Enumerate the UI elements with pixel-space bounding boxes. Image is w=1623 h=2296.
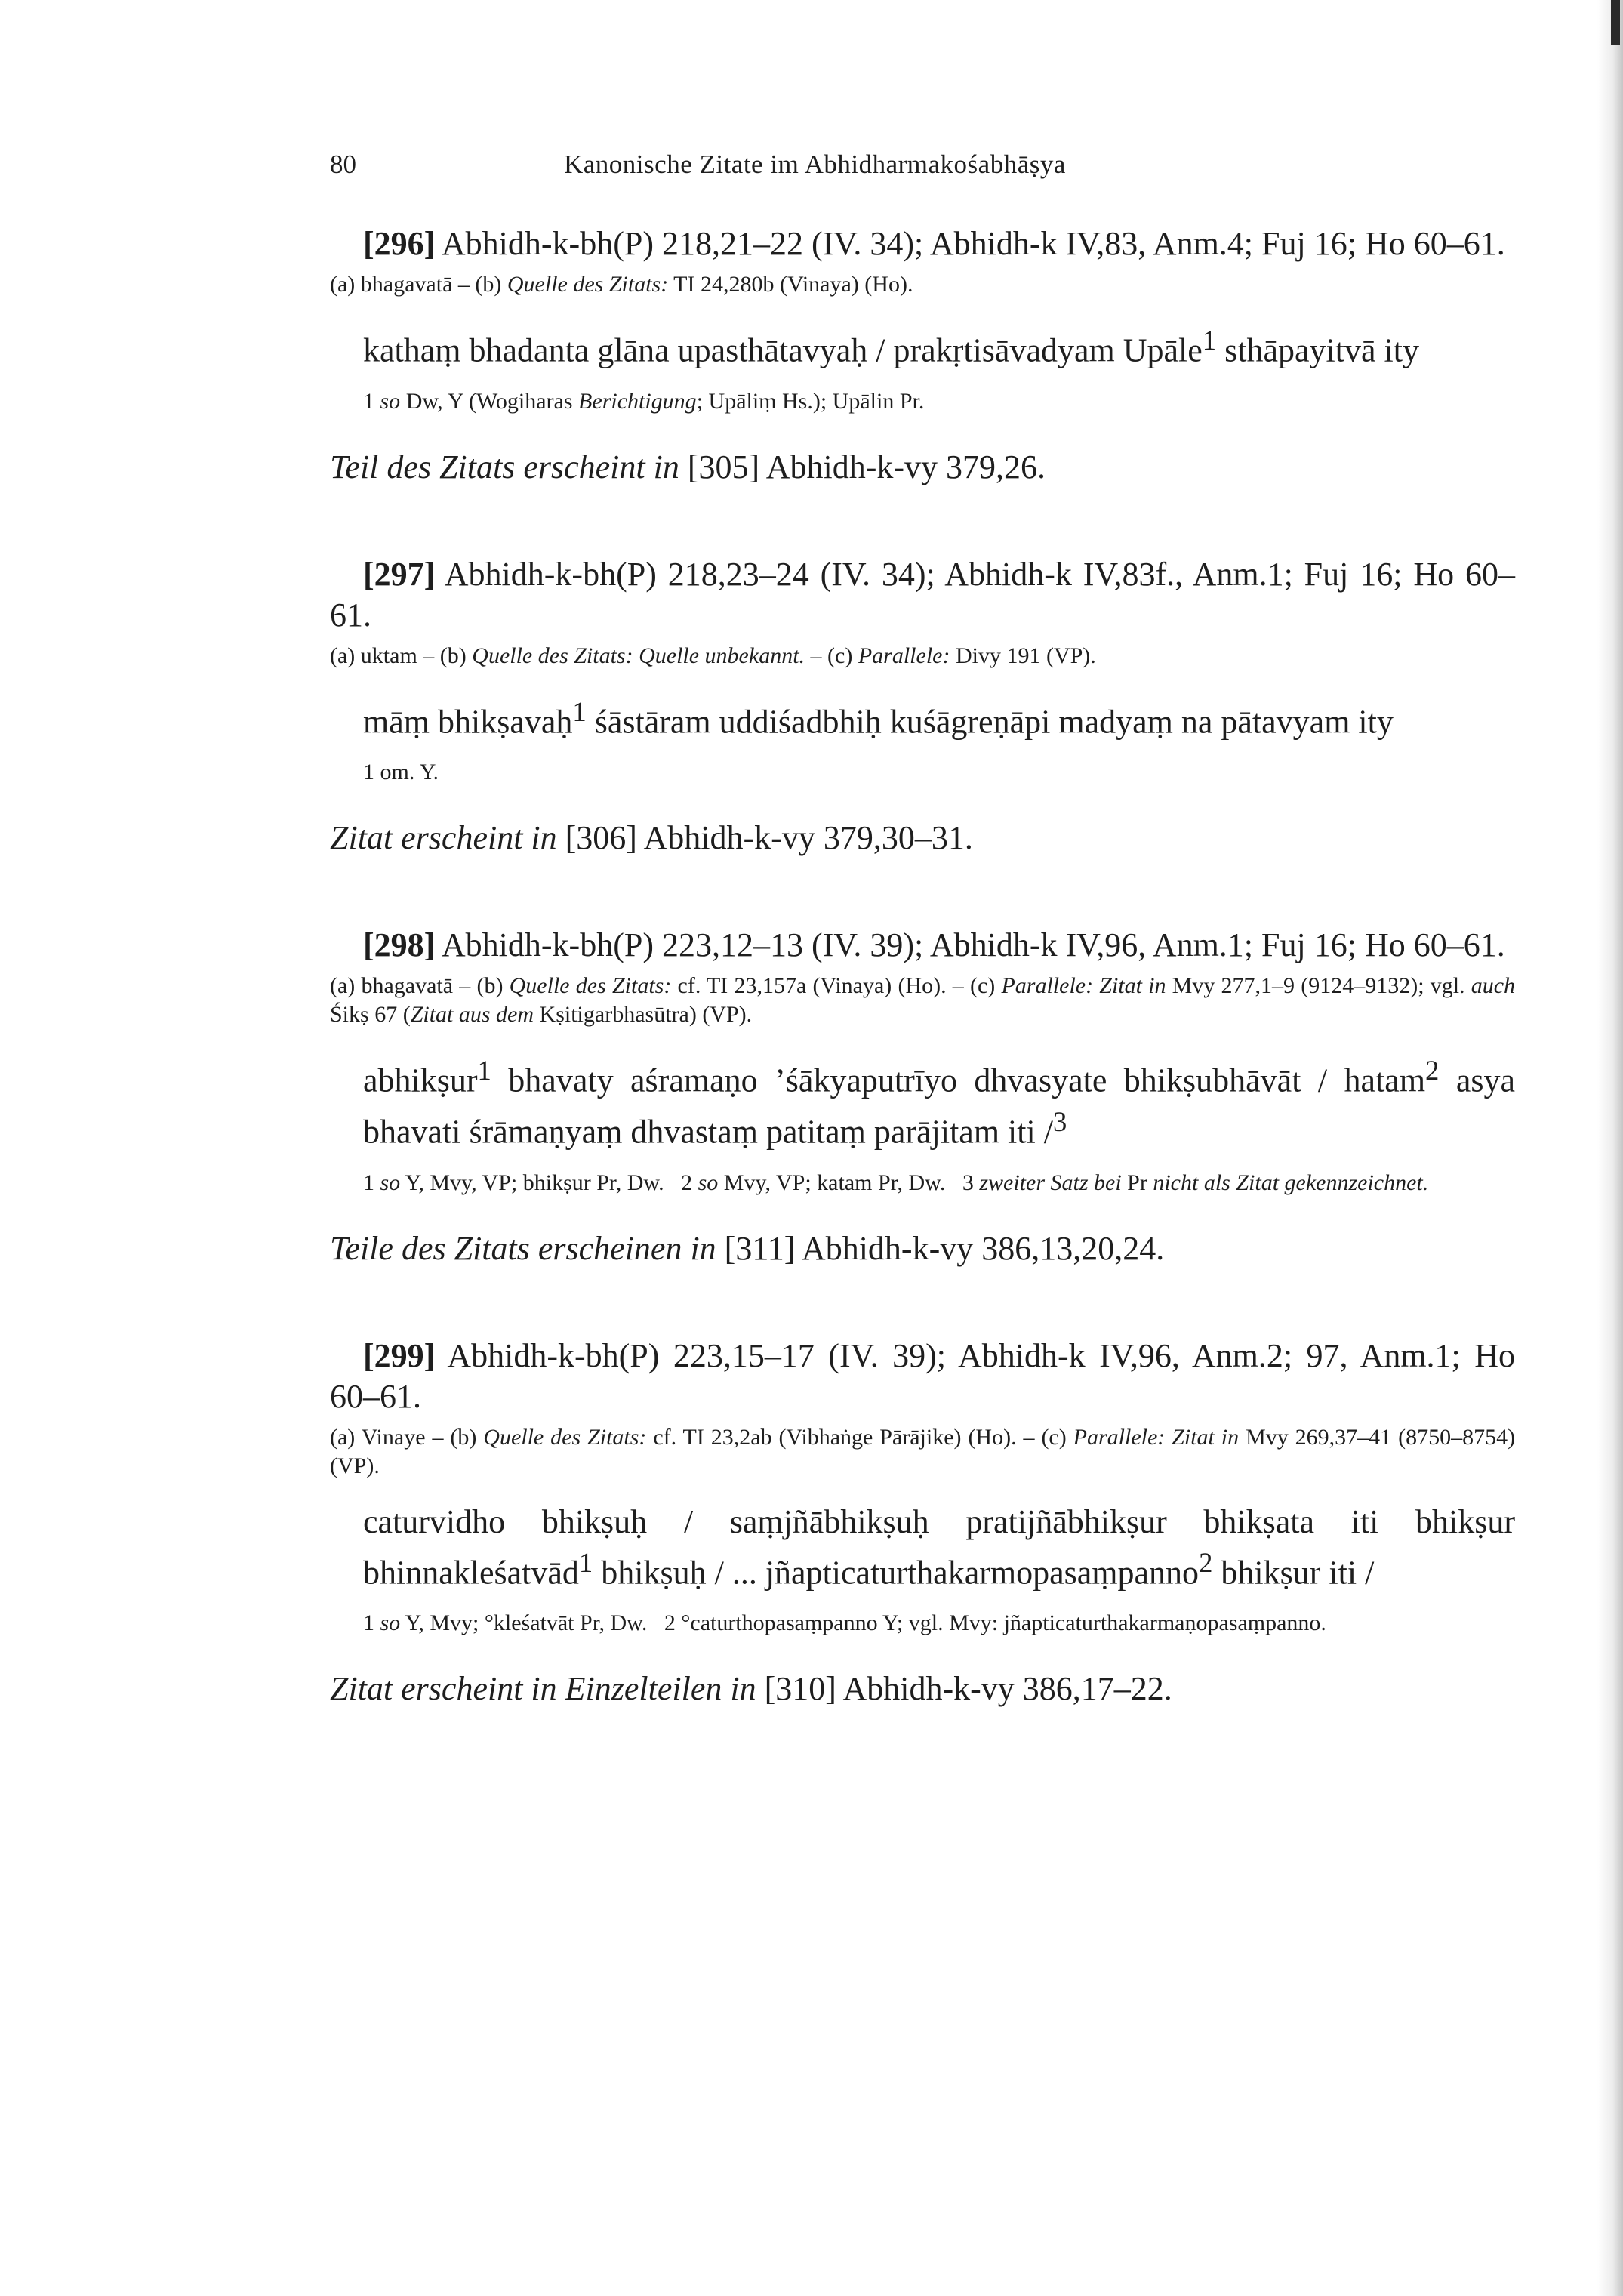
- footnote-text: Pr: [1127, 1170, 1147, 1195]
- meta-label: (a): [330, 643, 356, 668]
- footnote-number: 1: [363, 388, 374, 414]
- quote-text: sthāpayitvā ity: [1216, 331, 1419, 369]
- footnote-marker: 1: [1202, 325, 1217, 356]
- quote-text: śāstāram uddiśadbhiḥ kuśāgreṇāpi madyaṃ na pātavyam ity: [586, 703, 1394, 741]
- entry-meta: (a) Vinaye – (b) Quelle des Zitats: cf. TI 23,2ab (Vibhaṅge Pārājike) (Ho). – (c) Parallele: Zitat in Mvy 269,37–41 (8750–8754) (VP).: [330, 1424, 1516, 1478]
- footnote-italic: Berichtigung: [578, 388, 697, 414]
- meta-label: (b): [475, 272, 502, 297]
- footnotes: [363, 1610, 1515, 1637]
- footnote-marker: 3: [1052, 1105, 1067, 1137]
- quote-text: kathaṃ bhadanta glāna upasthātavyaḥ / prakṛtisāvadyam Upāle: [363, 331, 1203, 369]
- quote-text: caturvidho bhikṣuḥ / saṃjñābhikṣuḥ pratijñābhikṣur bhikṣata iti bhikṣur bhinnakleśatvād: [363, 1502, 1515, 1592]
- page: [330, 149, 1515, 1776]
- entry-heading: [330, 925, 1515, 966]
- meta-value: Mvy 277,1–9 (9124–9132); vgl.: [1172, 973, 1465, 999]
- entry-298: [330, 925, 1515, 1268]
- meta-label: (b): [450, 1424, 477, 1450]
- meta-value: cf. TI 23,2ab (Vibhaṅge Pārājike) (Ho).: [653, 1424, 1017, 1450]
- meta-key: Parallele: Zitat in: [1073, 1424, 1240, 1450]
- footnote-so: so: [698, 1170, 719, 1195]
- entry-heading: [330, 1336, 1515, 1417]
- footnote-number: 1: [363, 1170, 374, 1195]
- entry-meta: (a) bhagavatā – (b) Quelle des Zitats: cf. TI 23,157a (Vinaya) (Ho). – (c) Parallele: Zitat in Mvy 277,1–9 (9124–9132); vgl. auch Śikṣ 67 (Zitat aus dem Kṣitigarbhasūtra) (VP).: [330, 973, 1516, 1028]
- footnote-text: Dw, Y (Wogiharas: [405, 388, 579, 414]
- sanskrit-quote: [363, 1050, 1515, 1152]
- sanskrit-quote: [363, 692, 1515, 743]
- meta-key: Quelle des Zitats:: [472, 643, 633, 668]
- entry-reference: Abhidh-k-bh(P) 223,15–17 (IV. 39); Abhidh-k IV,96, Anm.2; 97, Anm.1; Ho 60–61.: [330, 1336, 1515, 1415]
- entry-heading: [330, 554, 1515, 636]
- entry-reference: Abhidh-k-bh(P) 223,12–13 (IV. 39); Abhidh-k IV,96, Anm.1; Fuj 16; Ho 60–61.: [441, 926, 1505, 964]
- footnote-italic: nicht als Zitat gekennzeichnet.: [1153, 1170, 1429, 1195]
- meta-key: Parallele:: [858, 643, 950, 668]
- page-number: 80: [330, 149, 356, 179]
- entry-299: [330, 1336, 1515, 1710]
- meta-value: Divy 191 (VP).: [955, 643, 1096, 668]
- appears-label: Zitat erscheint in: [330, 819, 557, 857]
- footnote-marker: 1: [572, 695, 587, 727]
- meta-italic: Zitat aus dem: [410, 1002, 534, 1028]
- meta-value: Śikṣ 67 (: [330, 1002, 411, 1028]
- footnote-text: °caturthopasaṃpanno Y; vgl. Mvy: jñapticaturthakarmaṇopasaṃpanno.: [681, 1610, 1326, 1636]
- entry-reference: Abhidh-k-bh(P) 218,23–24 (IV. 34); Abhidh-k IV,83f., Anm.1; Fuj 16; Ho 60–61.: [330, 555, 1515, 633]
- meta-label: (b): [476, 973, 504, 999]
- meta-value: Quelle unbekannt.: [639, 643, 805, 668]
- footnote-text: om. Y.: [380, 760, 439, 785]
- scan-edge-shadow: [1597, 0, 1623, 2296]
- meta-label: (b): [439, 643, 467, 668]
- footnote-number: 2: [664, 1610, 676, 1636]
- appears-ref: [310] Abhidh-k-vy 386,17–22.: [764, 1670, 1172, 1708]
- meta-key: Parallele: Zitat in: [1001, 973, 1166, 999]
- footnote-marker: 1: [477, 1055, 491, 1086]
- appears-ref: [306] Abhidh-k-vy 379,30–31.: [565, 819, 973, 857]
- appears-label: Teil des Zitats erscheint in: [330, 448, 679, 485]
- sanskrit-quote: [363, 320, 1515, 371]
- quote-text: bhavaty aśramaṇo ’śākyaputrīyo dhvasyate bhikṣubhāvāt / hatam: [491, 1062, 1426, 1099]
- footnote-marker: 2: [1199, 1546, 1213, 1578]
- running-head: [330, 149, 1515, 193]
- quote-text: asya bhavati śrāmaṇyaṃ dhvastaṃ patitaṃ parājitam iti /: [363, 1062, 1515, 1151]
- appears-in: [330, 447, 1515, 488]
- sanskrit-quote: [363, 1502, 1515, 1594]
- entry-id: [296]: [363, 225, 436, 262]
- meta-label: (a): [330, 272, 356, 297]
- entry-meta: (a) uktam – (b) Quelle des Zitats: Quelle unbekannt. – (c) Parallele: Divy 191 (VP).: [330, 643, 1096, 668]
- meta-value: cf. TI 23,157a (Vinaya) (Ho).: [677, 973, 947, 999]
- entry-meta: (a) bhagavatā – (b) Quelle des Zitats: TI 24,280b (Vinaya) (Ho).: [330, 272, 913, 297]
- meta-label: (c): [969, 973, 996, 999]
- appears-label: Teile des Zitats erscheinen in: [330, 1229, 716, 1267]
- entry-297: [330, 554, 1515, 859]
- footnote-italic: zweiter Satz bei: [979, 1170, 1122, 1195]
- footnote-number: 1: [363, 760, 374, 785]
- appears-in: [330, 1669, 1515, 1709]
- footnote-so: so: [380, 1610, 401, 1636]
- entry-heading: [330, 223, 1515, 264]
- footnotes: [363, 388, 1515, 415]
- appears-ref: [311] Abhidh-k-vy 386,13,20,24.: [724, 1229, 1165, 1267]
- scan-edge-mark: [1611, 0, 1620, 45]
- footnote-number: 2: [681, 1170, 693, 1195]
- footnote-marker: 1: [578, 1546, 593, 1578]
- appears-in: [330, 818, 1515, 858]
- entry-296: [330, 223, 1515, 488]
- running-title: Kanonische Zitate im Abhidharmakośabhāṣya: [564, 149, 1066, 179]
- meta-label: (a): [330, 973, 356, 999]
- footnote-so: so: [380, 1170, 401, 1195]
- entry-reference: Abhidh-k-bh(P) 218,21–22 (IV. 34); Abhidh-k IV,83, Anm.4; Fuj 16; Ho 60–61.: [441, 225, 1505, 262]
- entry-id: [298]: [363, 926, 436, 964]
- meta-key: Quelle des Zitats:: [483, 1424, 647, 1450]
- quote-text: māṃ bhikṣavaḥ: [363, 703, 573, 741]
- entry-id: [299]: [363, 1336, 436, 1374]
- entry-id: [297]: [363, 555, 436, 593]
- meta-italic: auch: [1471, 973, 1516, 999]
- meta-key: Quelle des Zitats:: [507, 272, 669, 297]
- meta-value: bhagavatā: [361, 973, 454, 999]
- appears-in: [330, 1228, 1515, 1269]
- appears-label: Zitat erscheint in Einzelteilen in: [330, 1670, 756, 1708]
- meta-value: Vinaye: [361, 1424, 426, 1450]
- footnotes: [363, 1170, 1515, 1197]
- footnote-number: 3: [962, 1170, 974, 1195]
- footnote-text: Y, Mvy; °kleśatvāt Pr, Dw.: [405, 1610, 648, 1636]
- quote-text: bhikṣuḥ / ... jñapticaturthakarmopasaṃpanno: [593, 1554, 1200, 1592]
- meta-value: bhagavatā: [360, 272, 453, 297]
- footnotes: [363, 759, 1515, 786]
- meta-label: (c): [827, 643, 853, 668]
- quote-text: bhikṣur iti /: [1212, 1554, 1375, 1592]
- meta-value: uktam: [360, 643, 417, 668]
- appears-ref: [305] Abhidh-k-vy 379,26.: [687, 448, 1046, 485]
- meta-value: Kṣitigarbhasūtra) (VP).: [539, 1002, 753, 1028]
- footnote-text: ; Upāliṃ Hs.); Upālin Pr.: [696, 388, 925, 414]
- meta-key: Quelle des Zitats:: [509, 973, 672, 999]
- footnote-text: Y, Mvy, VP; bhikṣur Pr, Dw.: [405, 1170, 664, 1195]
- footnote-so: so: [380, 388, 401, 414]
- footnote-marker: 2: [1425, 1055, 1440, 1086]
- quote-text: abhikṣur: [363, 1062, 478, 1099]
- meta-label: (a): [330, 1424, 356, 1450]
- footnote-text: Mvy, VP; katam Pr, Dw.: [723, 1170, 946, 1195]
- meta-label: (c): [1041, 1424, 1067, 1450]
- meta-value: TI 24,280b (Vinaya) (Ho).: [673, 272, 913, 297]
- meta-value: Mvy 269,37–41 (8750–8754) (VP).: [330, 1424, 1516, 1478]
- footnote-number: 1: [363, 1610, 374, 1636]
